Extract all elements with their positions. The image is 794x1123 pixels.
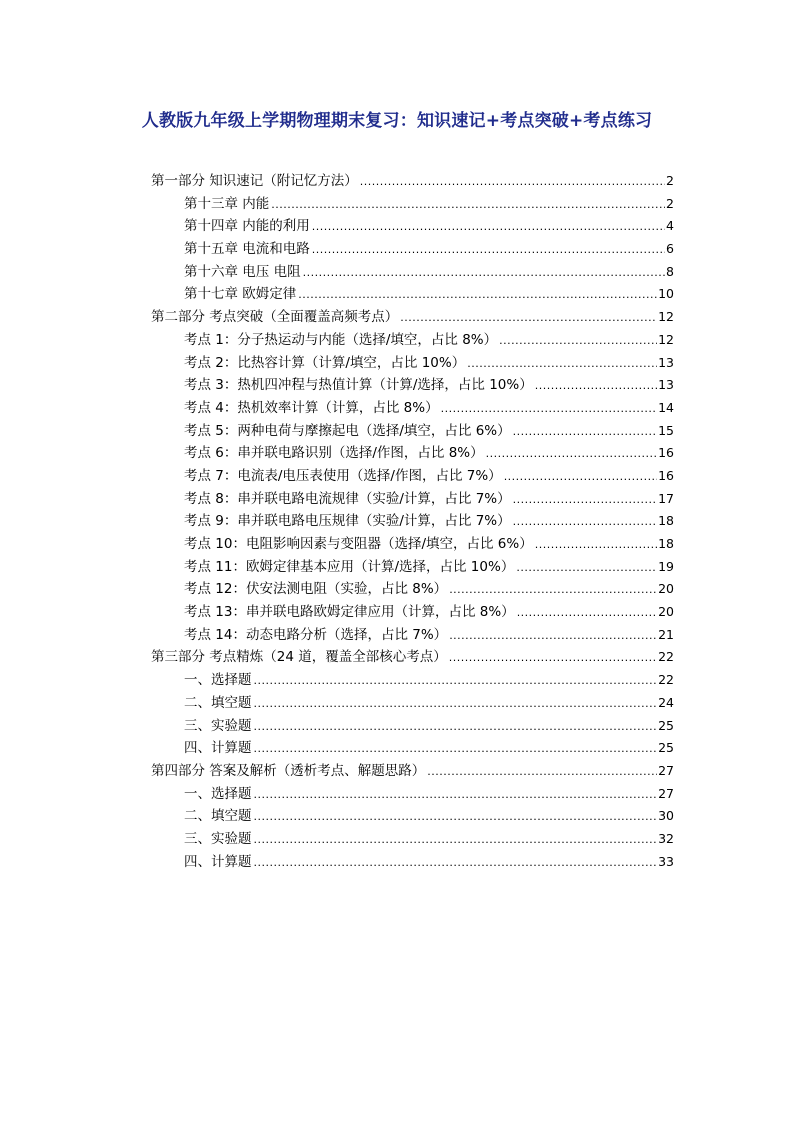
toc-entry-label: 考点 7：电流表/电压表使用（选择/作图，占比 7%）	[184, 467, 502, 484]
toc-page-number: 24	[658, 694, 674, 710]
toc-chapter-entry[interactable]	[151, 533, 674, 556]
toc-page-number: 32	[658, 830, 674, 846]
toc-page-number: 18	[658, 536, 674, 551]
toc-chapter-entry[interactable]	[151, 283, 674, 306]
toc-dot-leader	[449, 579, 657, 602]
toc-entry-label: 考点 4：热机效率计算（计算，占比 8%）	[184, 399, 439, 416]
toc-dot-leader	[254, 670, 658, 693]
toc-page-number: 20	[658, 581, 674, 597]
toc-chapter-entry[interactable]	[151, 805, 674, 828]
toc-page-number: 21	[658, 626, 674, 642]
toc-chapter-entry[interactable]	[151, 851, 674, 874]
toc-page-number: 13	[658, 354, 674, 370]
toc-page-number: 16	[658, 445, 674, 461]
table-of-contents	[151, 170, 674, 873]
toc-page-number: 22	[658, 649, 674, 665]
toc-page-number: 20	[658, 604, 674, 620]
toc-entry-label: 考点 11：欧姆定律基本应用（计算/选择，占比 10%）	[184, 558, 515, 575]
toc-chapter-entry[interactable]	[151, 737, 674, 760]
toc-dot-leader	[312, 216, 665, 239]
toc-chapter-entry[interactable]	[151, 420, 674, 443]
toc-page-number: 18	[658, 513, 674, 529]
toc-chapter-entry[interactable]	[151, 442, 674, 465]
toc-dot-leader	[516, 557, 657, 580]
toc-entry-label: 考点 6：串并联电路识别（选择/作图，占比 8%）	[184, 445, 484, 462]
toc-entry-label: 二、填空题	[184, 808, 252, 825]
toc-page-number: 2	[666, 173, 674, 188]
toc-page-number: 27	[658, 785, 674, 801]
toc-dot-leader	[504, 466, 657, 489]
toc-entry-label: 考点 14：动态电路分析（选择，占比 7%）	[184, 626, 448, 643]
toc-part-entry[interactable]	[151, 760, 674, 783]
toc-entry-label: 三、实验题	[184, 717, 252, 734]
toc-entry-label: 第十五章 电流和电路	[184, 241, 310, 258]
toc-part-entry[interactable]	[151, 646, 674, 669]
toc-page-number: 25	[658, 717, 674, 733]
toc-dot-leader	[467, 353, 657, 376]
toc-page-number: 17	[658, 490, 674, 506]
toc-page-number: 2	[666, 195, 674, 211]
toc-entry-label: 第四部分 答案及解析（透析考点、解题思路）	[151, 762, 426, 779]
toc-dot-leader	[254, 716, 658, 739]
toc-entry-label: 考点 13：串并联电路欧姆定律应用（计算，占比 8%）	[184, 604, 515, 621]
toc-dot-leader	[441, 398, 658, 421]
toc-entry-label: 考点 12：伏安法测电阻（实验，占比 8%）	[184, 581, 448, 598]
toc-entry-label: 三、实验题	[184, 830, 252, 847]
toc-entry-label: 考点 3：热机四冲程与热值计算（计算/选择，占比 10%）	[184, 377, 533, 394]
toc-dot-leader	[360, 171, 665, 194]
toc-dot-leader	[449, 647, 657, 670]
toc-page-number: 27	[658, 762, 674, 778]
toc-chapter-entry[interactable]	[151, 465, 674, 488]
toc-page-number: 15	[658, 422, 674, 438]
toc-dot-leader	[298, 284, 657, 307]
toc-dot-leader	[254, 693, 658, 716]
toc-entry-label: 考点 5：两种电荷与摩擦起电（选择/填空，占比 6%）	[184, 422, 511, 439]
toc-dot-leader	[517, 602, 657, 625]
toc-dot-leader	[254, 784, 658, 807]
toc-page-number: 10	[658, 286, 674, 302]
toc-entry-label: 二、填空题	[184, 694, 252, 711]
toc-dot-leader	[535, 534, 657, 557]
toc-entry-label: 考点 9：串并联电路电压规律（实验/计算，占比 7%）	[184, 513, 511, 530]
toc-dot-leader	[400, 307, 657, 330]
toc-page-number: 25	[658, 740, 674, 756]
toc-dot-leader	[254, 852, 658, 875]
toc-chapter-entry[interactable]	[151, 692, 674, 715]
toc-dot-leader	[254, 829, 658, 852]
toc-dot-leader	[513, 421, 657, 444]
toc-page-number: 19	[658, 558, 674, 574]
toc-entry-label: 一、选择题	[184, 785, 252, 802]
toc-chapter-entry[interactable]	[151, 488, 674, 511]
toc-dot-leader	[303, 262, 665, 285]
toc-page-number: 13	[658, 377, 674, 393]
toc-entry-label: 第十三章 内能	[184, 195, 270, 212]
toc-entry-label: 考点 1：分子热运动与内能（选择/填空，占比 8%）	[184, 331, 498, 348]
toc-dot-leader	[312, 239, 665, 262]
toc-page-number: 33	[658, 853, 674, 869]
toc-entry-label: 第十四章 内能的利用	[184, 218, 310, 235]
toc-dot-leader	[486, 443, 657, 466]
toc-dot-leader	[427, 761, 657, 784]
toc-chapter-entry[interactable]	[151, 352, 674, 375]
toc-chapter-entry[interactable]	[151, 556, 674, 579]
toc-chapter-entry[interactable]	[151, 215, 674, 238]
toc-dot-leader	[535, 375, 657, 398]
toc-entry-label: 第三部分 考点精炼（24 道，覆盖全部核心考点）	[151, 649, 447, 666]
toc-entry-label: 四、计算题	[184, 740, 252, 757]
toc-page-number: 12	[658, 331, 674, 347]
toc-chapter-entry[interactable]	[151, 783, 674, 806]
toc-entry-label: 四、计算题	[184, 853, 252, 870]
toc-chapter-entry[interactable]	[151, 329, 674, 352]
toc-chapter-entry[interactable]	[151, 397, 674, 420]
toc-page-number: 14	[658, 399, 674, 415]
toc-chapter-entry[interactable]	[151, 669, 674, 692]
toc-chapter-entry[interactable]	[151, 510, 674, 533]
toc-chapter-entry[interactable]	[151, 193, 674, 216]
toc-chapter-entry[interactable]	[151, 374, 674, 397]
toc-dot-leader	[254, 806, 658, 829]
toc-entry-label: 第十六章 电压 电阻	[184, 263, 301, 280]
toc-entry-label: 第一部分 知识速记（附记忆方法）	[151, 173, 358, 189]
toc-chapter-entry[interactable]	[151, 601, 674, 624]
toc-dot-leader	[449, 625, 657, 648]
toc-chapter-entry[interactable]	[151, 578, 674, 601]
toc-page-number: 16	[658, 467, 674, 483]
toc-entry-label: 第二部分 考点突破（全面覆盖高频考点）	[151, 309, 399, 326]
toc-dot-leader	[499, 330, 657, 353]
toc-chapter-entry[interactable]	[151, 828, 674, 851]
toc-chapter-entry[interactable]	[151, 261, 674, 284]
document-title: 人教版九年级上学期物理期末复习：知识速记+考点突破+考点练习	[141, 111, 653, 131]
toc-dot-leader	[254, 738, 658, 761]
toc-chapter-entry[interactable]	[151, 238, 674, 261]
toc-entry-label: 考点 2：比热容计算（计算/填空，占比 10%）	[184, 354, 466, 371]
toc-dot-leader	[271, 194, 665, 217]
toc-page-number: 22	[658, 672, 674, 688]
toc-entry-label: 第十七章 欧姆定律	[184, 286, 297, 303]
toc-dot-leader	[513, 511, 657, 534]
toc-page-number: 30	[658, 808, 674, 824]
toc-entry-label: 一、选择题	[184, 672, 252, 689]
toc-chapter-entry[interactable]	[151, 715, 674, 738]
toc-entry-label: 考点 8：串并联电路电流规律（实验/计算，占比 7%）	[184, 490, 511, 507]
toc-chapter-entry[interactable]	[151, 624, 674, 647]
toc-page-number: 6	[666, 241, 674, 257]
toc-entry-label: 考点 10：电阻影响因素与变阻器（选择/填空，占比 6%）	[184, 536, 533, 552]
toc-part-entry[interactable]	[151, 306, 674, 329]
toc-dot-leader	[513, 489, 657, 512]
toc-page-number: 8	[666, 263, 674, 279]
toc-page-number: 12	[658, 309, 674, 325]
toc-part-entry[interactable]	[151, 170, 674, 193]
toc-page-number: 4	[666, 218, 674, 234]
